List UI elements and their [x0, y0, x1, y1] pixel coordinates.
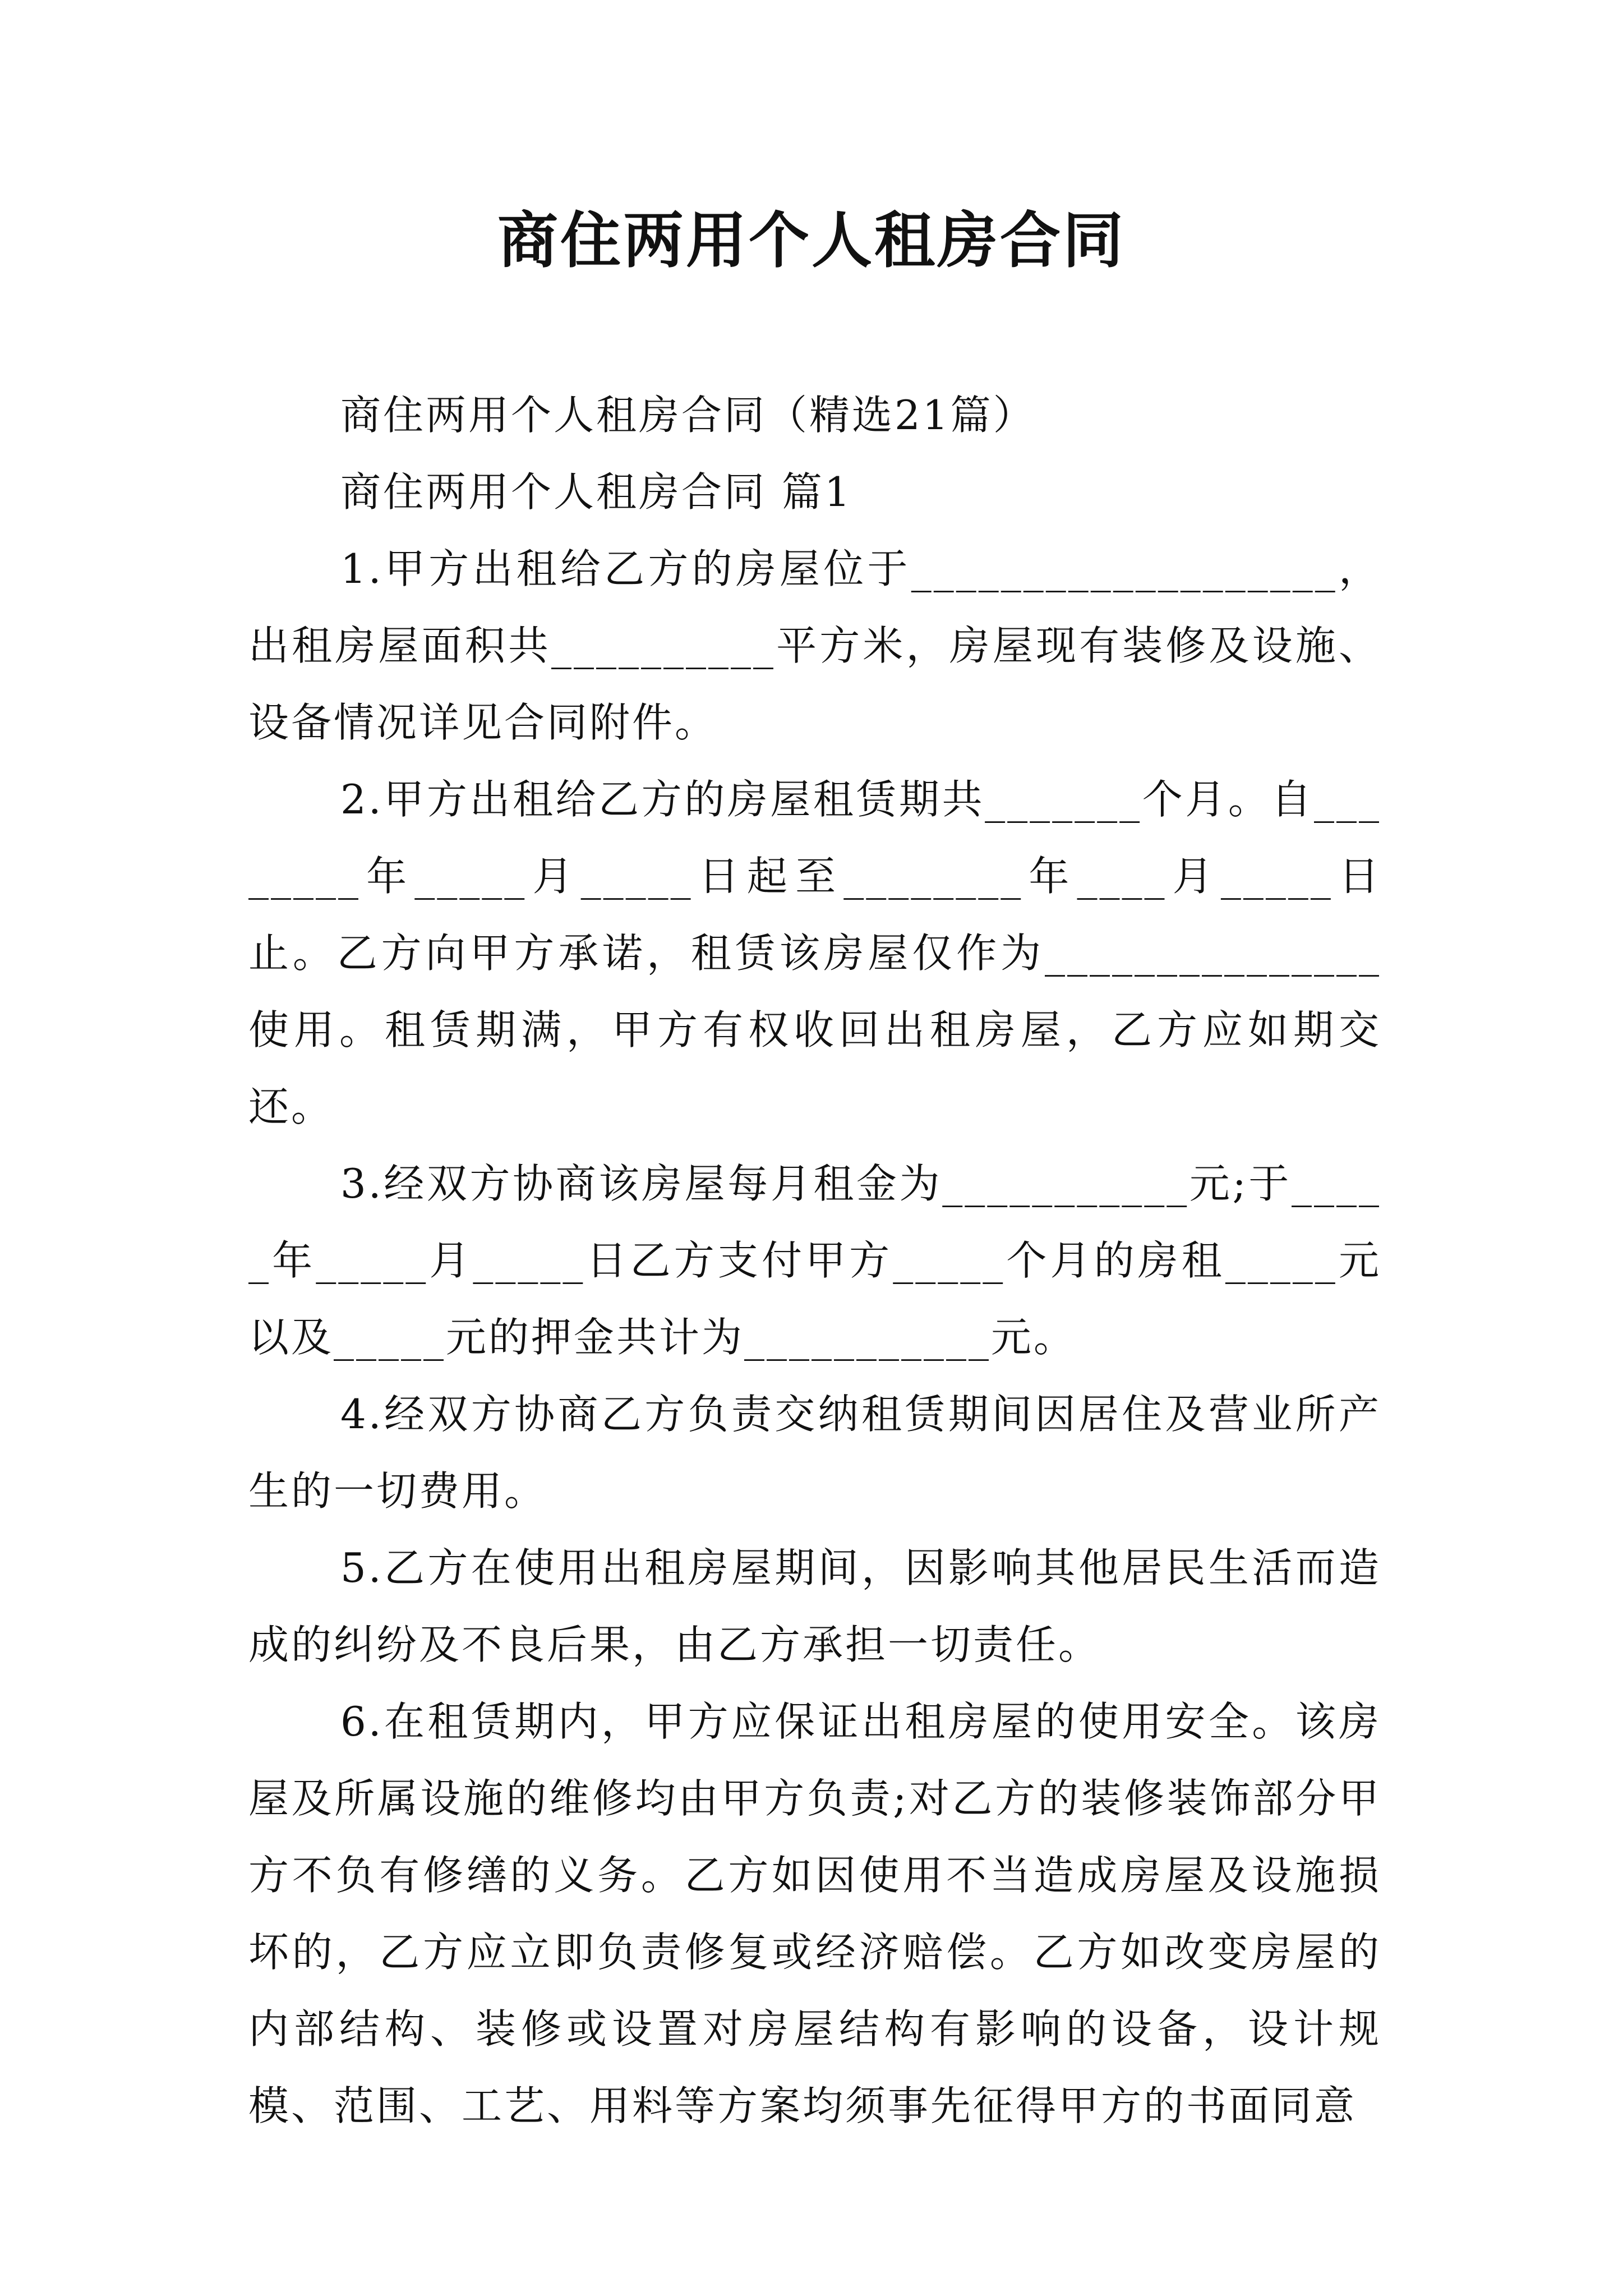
clause-6: 6.在租赁期内，甲方应保证出租房屋的使用安全。该房屋及所属设施的维修均由甲方负责;对乙方的装修装饰部分甲方不负有修缮的义务。乙方如因使用不当造成房屋及设施损坏的，乙方应立即负责修复或经济赔偿。乙方如改变房屋的内部结构、装修或设置对房屋结构有影响的设备，设计规模、范围、工艺、用料等方案均须事先征得甲方的书面同意 — [248, 1698, 1381, 2129]
clause-4: 4.经双方协商乙方负责交纳租赁期间因居住及营业所产生的一切费用。 — [248, 1391, 1381, 1515]
clause-1: 1.甲方出租给乙方的房屋位于___________________，出租房屋面积共__________平方米，房屋现有装修及设施、设备情况详见合同附件。 — [248, 545, 1381, 746]
document-subtitle: 商住两用个人租房合同（精选21篇） — [340, 392, 1036, 439]
clause-2: 2.甲方出租给乙方的房屋租赁期共_______个月。自________年_____月_____日起至________年____月_____日止。乙方向甲方承诺，租赁该房屋仅作为_______________使用。租赁期满，甲方有权收回出租房屋，乙方应如期交还。 — [248, 776, 1381, 1130]
document-body — [248, 377, 1381, 2145]
section-heading: 商住两用个人租房合同 篇1 — [340, 468, 852, 516]
clause-3: 3.经双方协商该房屋每月租金为___________元;于_____年_____月_____日乙方支付甲方_____个月的房租_____元以及_____元的押金共计为___________元。 — [248, 1160, 1381, 1361]
clause-5: 5.乙方在使用出租房屋期间，因影响其他居民生活而造成的纠纷及不良后果，由乙方承担一切责任。 — [248, 1544, 1381, 1668]
document-title: 商住两用个人租房合同 — [497, 206, 1126, 276]
